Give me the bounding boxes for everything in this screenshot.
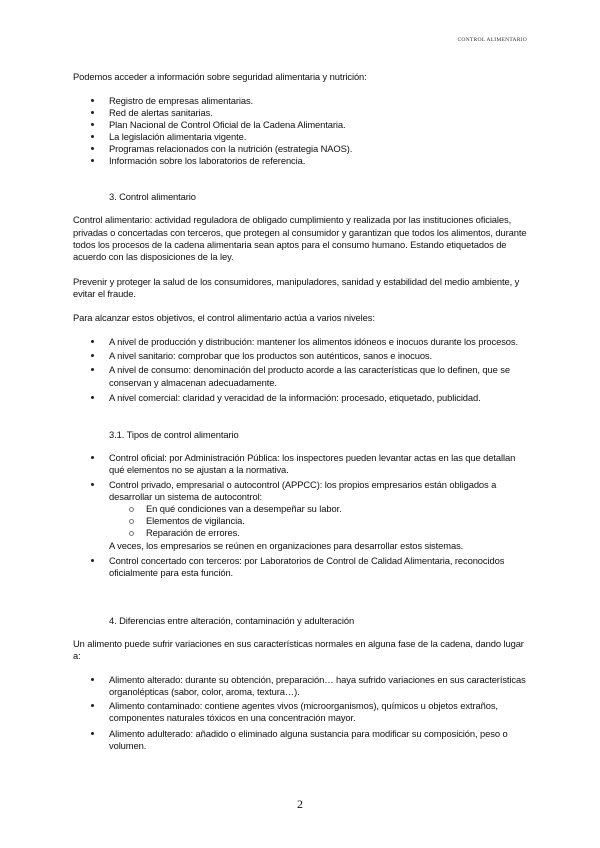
bullet-icon [91, 99, 94, 102]
list-item: A nivel comercial: claridad y veracidad de la información: procesado, etiquetado, publicidad. [109, 392, 481, 403]
paragraph-line: a: [73, 650, 81, 661]
bullet-icon [91, 678, 94, 681]
bullet-icon [91, 354, 94, 357]
subsection-heading: 3.1. Tipos de control alimentario [109, 429, 239, 440]
list-item-continued: volumen. [109, 740, 147, 751]
list-item-continued: desarrollar un sistema de autocontrol: [109, 491, 263, 502]
paragraph-line: evitar el fraude. [73, 288, 136, 299]
bullet-icon [91, 111, 94, 114]
bullet-icon [91, 147, 94, 150]
paragraph-line: privadas o concertadas con terceros, que protegen al consumidor y garantizan que todos los alimentos, durante [73, 227, 527, 238]
list-item: Alimento adulterado: añadido o eliminado alguna sustancia para modificar su composición, peso o [109, 728, 508, 739]
paragraph-line: Un alimento puede sufrir variaciones en sus características normales en alguna fase de la cadena, dando lugar [73, 638, 524, 649]
bullet-icon [91, 340, 94, 343]
circle-bullet-icon [129, 531, 134, 536]
list-item: Control privado, empresarial o autocontrol (APPCC): los propios empresarios están obligados a [109, 479, 497, 490]
list-item: La legislación alimentaria vigente. [109, 131, 247, 142]
sub-list-item: En qué condiciones van a desempeñar su labor. [146, 503, 342, 514]
list-item: Alimento contaminado: contiene agentes vivos (microorganismos), químicos u objetos extraños, [109, 700, 498, 711]
list-item: Control oficial: por Administración Pública: los inspectores pueden levantar actas en las que detallan [109, 452, 516, 463]
list-item-continued: conservan y almacenan adecuadamente. [109, 377, 277, 388]
section-heading: 3. Control alimentario [109, 191, 196, 202]
bullet-icon [91, 483, 94, 486]
list-item: A nivel de consumo: denominación del producto acorde a las características que lo definen, que se [109, 364, 510, 375]
list-item: Información sobre los laboratorios de referencia. [109, 155, 306, 166]
list-note: A veces, los empresarios se reúnen en organizaciones para desarrollar estos sistemas. [109, 540, 464, 551]
page-number: 2 [297, 797, 303, 811]
bullet-icon [91, 732, 94, 735]
list-item: Programas relacionados con la nutrición (estrategia NAOS). [109, 143, 353, 154]
list-item: A nivel de producción y distribución: mantener los alimentos idóneos e inocuos durante los procesos. [109, 336, 518, 347]
bullet-icon [91, 159, 94, 162]
paragraph-line: Prevenir y proteger la salud de los consumidores, manipuladores, sanidad y estabilidad del medio ambiente, y [73, 276, 520, 287]
running-header: CONTROL ALIMENTARIO [457, 37, 527, 43]
bullet-icon [91, 456, 94, 459]
bullet-icon [91, 135, 94, 138]
list-item: Alimento alterado: durante su obtención, preparación… haya sufrido variaciones en sus características [109, 674, 526, 685]
bullet-icon [91, 704, 94, 707]
bullet-icon [91, 396, 94, 399]
list-item-continued: componentes naturales tóxicos en una concentración mayor. [109, 712, 356, 723]
paragraph-line: Control alimentario: actividad reguladora de obligado cumplimiento y realizada por las instituciones oficiales, [73, 214, 512, 225]
bullet-icon [91, 123, 94, 126]
list-item-continued: oficialmente para esta función. [109, 567, 234, 578]
paragraph-line: Para alcanzar estos objetivos, el control alimentario actúa a varios niveles: [73, 312, 375, 323]
list-item-continued: qué elementos no se ajustan a la normativa. [109, 464, 289, 475]
circle-bullet-icon [129, 507, 134, 512]
paragraph-line: todos los procesos de la cadena alimentaria sean aptos para el consumo humano. Estando etiquetados de [73, 239, 507, 250]
list-item: Control concertado con terceros: por Laboratorios de Control de Calidad Alimentaria, reconocidos [109, 555, 505, 566]
section-heading: 4. Diferencias entre alteración, contaminación y adulteración [109, 615, 355, 626]
paragraph-line: acuerdo con las disposiciones de la ley. [73, 251, 234, 262]
list-item: Red de alertas sanitarias. [109, 107, 213, 118]
intro-text: Podemos acceder a información sobre seguridad alimentaria y nutrición: [73, 71, 367, 82]
sub-list-item: Elementos de vigilancia. [146, 515, 245, 526]
bullet-icon [91, 559, 94, 562]
list-item: Registro de empresas alimentarias. [109, 95, 254, 106]
list-item: A nivel sanitario: comprobar que los productos son auténticos, sanos e inocuos. [109, 350, 433, 361]
sub-list-item: Reparación de errores. [146, 527, 240, 538]
list-item: Plan Nacional de Control Oficial de la Cadena Alimentaria. [109, 119, 346, 130]
bullet-icon [91, 368, 94, 371]
list-item-continued: organolépticas (sabor, color, aroma, textura…). [109, 686, 300, 697]
circle-bullet-icon [129, 519, 134, 524]
